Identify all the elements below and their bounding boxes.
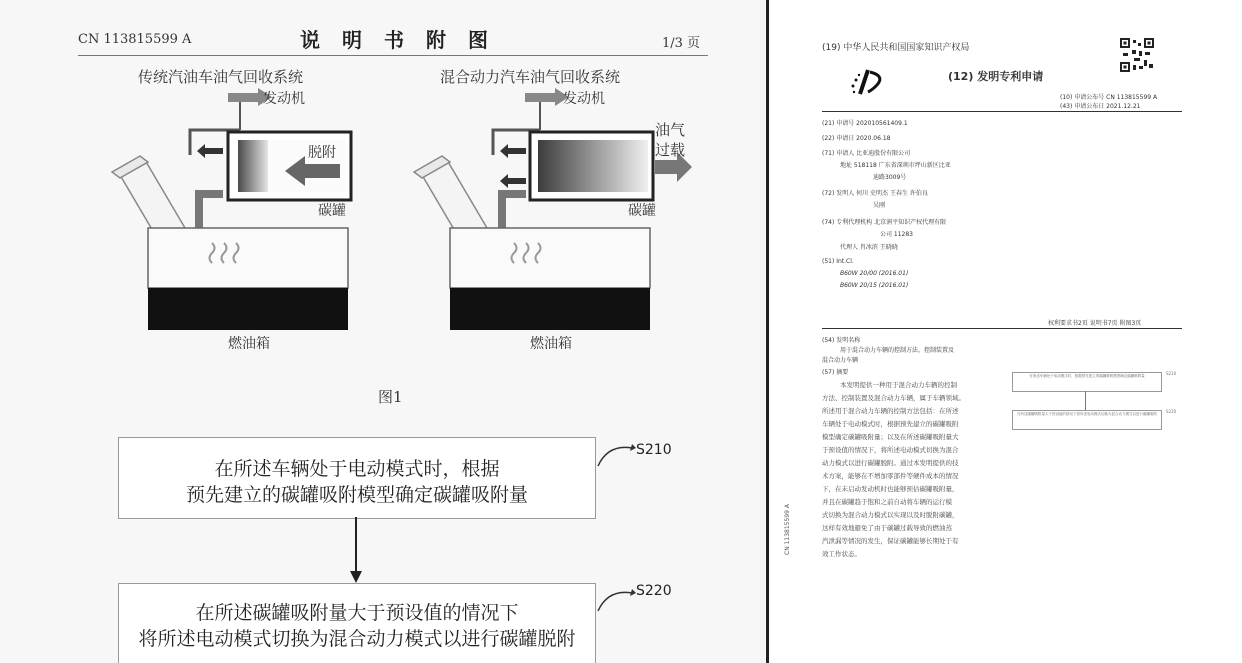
address-line-1: 地址 518118 广东省深圳市坪山新区比亚 (840, 162, 951, 169)
flow-arrow (348, 517, 364, 583)
abstract-line: 模型确定碳罐吸附量；以及在所述碳罐吸附量大 (822, 433, 959, 441)
document-type: (12) 发明专利申请 (948, 70, 1044, 83)
invention-title-line-2: 混合动力车辆 (822, 357, 859, 364)
side-patent-number: CN 113815599 A (784, 504, 791, 555)
traditional-canister-label: 碳罐 (318, 203, 346, 219)
s220-leader-line (596, 583, 636, 613)
abstract-line: 式切换为混合动力模式以实现以及时脱附碳罐， (822, 511, 959, 519)
flow-step-s210-line-1: 在所述车辆处于电动模式时，根据 (214, 458, 500, 480)
traditional-system-drawing (112, 88, 351, 330)
abstract-line: 所述用于混合动力车辆的控制方法包括：在所述 (822, 407, 959, 415)
step-label-s210: S210 (636, 442, 672, 458)
qr-code-icon (1120, 38, 1154, 72)
agency-line-2: 公司 11283 (880, 231, 913, 238)
abstract-line: 动力模式以进行碳罐脱附。通过本发明提供的技 (822, 459, 959, 467)
inventors-line-1: (72) 发明人 何川 史明杰 王春生 许伯良 (822, 190, 928, 197)
abstract-line: 术方案，能够在不增加零部件等硬件成本的情况 (822, 472, 959, 480)
hybrid-canister-label: 碳罐 (628, 203, 656, 219)
step-label-s220: S220 (636, 583, 672, 599)
abstract-line: 于预设值的情况下，将所述电动模式切换为混合 (822, 446, 959, 454)
header-rule (78, 55, 708, 56)
flow-step-s220-line-1: 在所述碳罐吸附量大于预设值的情况下 (195, 602, 519, 624)
flow-step-s220-line-2: 将所述电动模式切换为混合动力模式以进行碳罐脱附 (138, 628, 576, 650)
flow-step-s210-box (118, 437, 596, 519)
abstract-line: 下，在未启动发动机时也能够预估碳罐吸附量， (822, 485, 959, 493)
abstract-line: 汽泄漏等情况的发生，保证碳罐能够长期处于有 (822, 537, 959, 545)
abstract-line: 效工作状态。 (822, 550, 861, 558)
title-label: (54) 发明名称 (822, 337, 861, 344)
abstract-line: 方法、控制装置及混合动力车辆，属于车辆领域。 (822, 394, 965, 402)
traditional-tank-label: 燃油箱 (228, 336, 270, 352)
s210-leader-line (596, 438, 636, 468)
flow-step-s220-box (118, 583, 596, 663)
traditional-system-title: 传统汽油车油气回收系统 (138, 68, 304, 86)
cover-mid-rule (822, 328, 1182, 329)
hybrid-tank-label: 燃油箱 (530, 336, 572, 352)
patent-number: CN 113815599 A (78, 32, 192, 47)
page-divider (766, 0, 769, 663)
publication-date: (43) 申请公布日 2021.12.21 (1060, 103, 1141, 110)
publication-number: (10) 申请公布号 CN 113815599 A (1060, 94, 1158, 101)
page-counts: 权利要求书2页 说明书7页 附图3页 (1048, 320, 1142, 327)
hybrid-system-title: 混合动力汽车油气回收系统 (440, 68, 621, 86)
cover-page (770, 0, 1242, 663)
page-header-title: 说明书附图 (300, 28, 510, 52)
flow-step-s210-line-2: 预先建立的碳罐吸附模型确定碳罐吸附量 (185, 484, 528, 506)
applicant: (71) 申请人 比亚迪股份有限公司 (822, 150, 911, 157)
agency-line-1: (74) 专利代理机构 北京润平知识产权代理有限 (822, 219, 947, 226)
mini-flow-arrow (1085, 391, 1086, 410)
figure-caption: 图1 (378, 388, 403, 406)
mini-flow-box-2: 在所述碳罐吸附量大于预设值的情况下将所述电动模式切换为混合动力模式以进行碳罐脱附 (1012, 410, 1162, 430)
abstract-line: 并且在碳罐趋于饱和之前自动将车辆的运行模 (822, 498, 952, 506)
abstract-line: 本发明提供一种用于混合动力车辆的控制 (840, 381, 957, 389)
cnipa-logo (850, 68, 892, 98)
ipc-class-2: B60W 20/15 (2016.01) (840, 282, 909, 289)
application-number: (21) 申请号 202010561409.1 (822, 120, 908, 127)
application-date: (22) 申请日 2020.06.18 (822, 135, 891, 142)
inventors-line-2: 吴刚 (873, 202, 886, 209)
mini-flow-box-1: 在所述车辆处于电动模式时，根据预先建立的碳罐吸附模型确定碳罐吸附量 (1012, 372, 1162, 392)
abstract-line: 这样有效地避免了由于碳罐过载导致的燃油蒸 (822, 524, 952, 532)
invention-title-line-1: 用于混合动力车辆的控制方法、控制装置及 (840, 347, 955, 354)
traditional-engine-label: 发动机 (263, 91, 305, 107)
abstract-line: 车辆处于电动模式时，根据预先建立的碳罐吸附 (822, 420, 959, 428)
mini-step-s210: S210 (1166, 371, 1177, 376)
ipc-class-1: B60W 20/00 (2016.01) (840, 270, 909, 277)
int-cl-label: (51) Int.Cl. (822, 258, 854, 265)
traditional-desorb-label: 脱附 (308, 145, 336, 161)
address-line-2: 迪路3009号 (873, 174, 907, 181)
agent: 代理人 肖冰滨 王晓晓 (840, 244, 898, 251)
hybrid-engine-label: 发动机 (563, 91, 605, 107)
hybrid-overload-label: 油气过载 (655, 121, 686, 159)
cover-top-rule (822, 111, 1182, 112)
patent-office: (19) 中华人民共和国国家知识产权局 (822, 43, 970, 53)
page-number: 1/3 页 (662, 36, 701, 51)
abstract-label: (57) 摘要 (822, 369, 849, 376)
mini-step-s220: S220 (1166, 409, 1177, 414)
